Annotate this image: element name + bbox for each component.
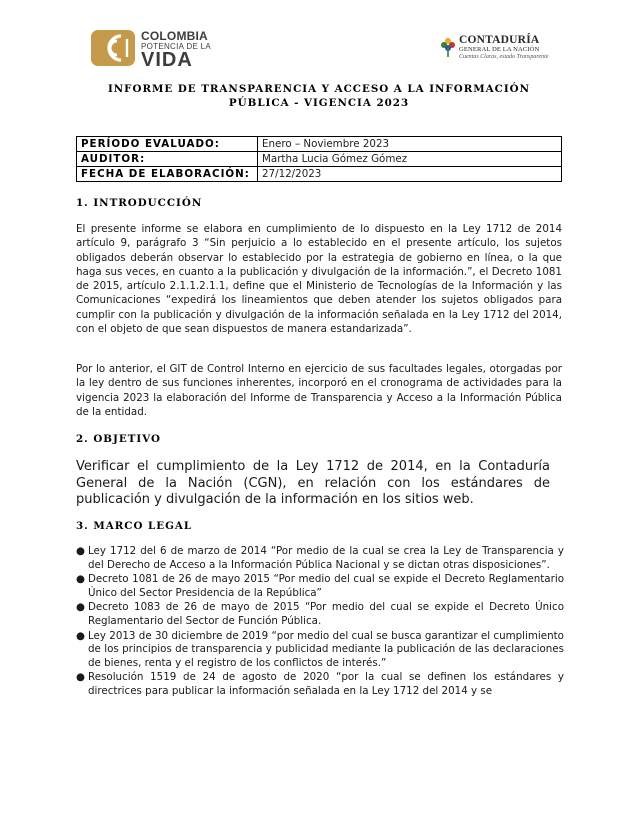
list-item <box>76 671 564 698</box>
logo-line-2: POTENCIA DE LA <box>141 42 211 51</box>
bullet: ● <box>76 545 85 557</box>
contaduria-logo <box>440 34 555 64</box>
info-value: 27/12/2023 <box>258 167 562 182</box>
contaduria-logo-line-1: CONTADURÍA <box>459 34 540 46</box>
list-item <box>76 601 564 628</box>
info-key: AUDITOR: <box>77 152 258 167</box>
title-line-2: PÚBLICA - VIGENCIA 2023 <box>228 97 410 109</box>
title-line-1: INFORME DE TRANSPARENCIA Y ACCESO A LA INFORMACIÓN <box>107 83 531 95</box>
bullet: ● <box>76 573 85 586</box>
legal-framework-list <box>76 545 564 700</box>
info-key: PERÍODO EVALUADO: <box>77 137 258 152</box>
contaduria-logo-line-2: GENERAL DE LA NACIÓN <box>459 46 540 53</box>
bullet: ● <box>76 629 85 642</box>
table-row <box>77 152 562 167</box>
bullet: ● <box>76 601 85 614</box>
list-item-text: Resolución 1519 de 24 de agosto de 2020 “por la cual se definen los estándares y directrices para publicar la información señalada en la Ley 1712 del 2014 y se <box>88 671 564 697</box>
list-item-text: Ley 2013 de 30 diciembre de 2019 “por medio del cual se busca garantizar el cumplimiento de los principios de transparencia y publicidad mediante la publicación de las declaraciones de bienes, renta y el registro de los conflictos de interés.” <box>88 629 564 669</box>
list-item-text: Ley 1712 del 6 de marzo de 2014 “Por medio de la cual se crea la Ley de Transparencia y del Derecho de Acceso a la Información Pública Nacional y se dictan otras disposiciones”. <box>88 545 564 571</box>
colombia-logo-mark-icon <box>91 30 135 66</box>
section-heading-introduccion: 1. INTRODUCCIÓN <box>76 197 203 209</box>
colombia-logo-text <box>141 30 211 69</box>
intro-paragraph-1: El presente informe se elabora en cumplimiento de lo dispuesto en la Ley 1712 de 2014 artículo 9, parágrafo 3 “Sin perjuicio a lo establecido en el presente artículo, los sujetos obligados deberán observar lo establecido por la estrategia de gobierno en línea, o la que haga sus veces, en cuanto a la publicación y divulgación de la información.”, el Decreto 1081 de 2015, artículo 2.1.1.2.1.1, define que el Ministerio de Tecnologías de la Información y las Comunicaciones “expedirá los lineamientos que deben atender los sujetos obligados para cumplir con la publicación y divulgación de la información señalada en la Ley 1712 del 2014, con el objeto de que sean dispuestos de manera estandarizada”. <box>76 223 562 336</box>
contaduria-flower-icon <box>440 36 456 58</box>
logo-line-1: COLOMBIA <box>141 29 208 43</box>
section-heading-marco-legal: 3. MARCO LEGAL <box>76 520 193 532</box>
info-table <box>76 136 562 182</box>
list-item <box>76 545 564 572</box>
contaduria-logo-line-3: Cuentas Claras, estado Transparente <box>459 54 549 60</box>
list-item <box>76 573 564 600</box>
logo-line-3: VIDA <box>141 49 193 71</box>
list-item <box>76 630 564 671</box>
info-value: Enero – Noviembre 2023 <box>258 137 562 152</box>
contaduria-logo-text <box>459 34 548 61</box>
objective-paragraph: Verificar el cumplimiento de la Ley 1712 de 2014, en la Contaduría General de la Nación (CGN), en relación con los estándares de publicación y divulgación de la información en los sitios web. <box>76 459 550 507</box>
list-item-text: Decreto 1083 de 26 de mayo de 2015 “Por medio del cual se expide el Decreto Único Reglamentario del Sector de Función Pública. <box>88 601 564 627</box>
section-heading-objetivo: 2. OBJETIVO <box>76 433 161 445</box>
colombia-potencia-de-la-vida-logo <box>91 28 221 71</box>
info-key: FECHA DE ELABORACIÓN: <box>77 167 258 182</box>
table-row <box>77 167 562 182</box>
bullet: ● <box>76 671 85 684</box>
info-value: Martha Lucia Gómez Gómez <box>258 152 562 167</box>
document-title <box>76 82 562 110</box>
list-item-text: Decreto 1081 de 26 de mayo 2015 “Por medio del cual se expide el Decreto Reglamentario Único del Sector Presidencia de la República” <box>88 573 564 599</box>
table-row <box>77 137 562 152</box>
intro-paragraph-2: Por lo anterior, el GIT de Control Interno en ejercicio de sus facultades legales, otorgadas por la ley dentro de sus funciones inherentes, incorporó en el cronograma de actividades para la vigencia 2023 la elaboración del Informe de Transparencia y Acceso a la Información Pública de la entidad. <box>76 363 562 418</box>
